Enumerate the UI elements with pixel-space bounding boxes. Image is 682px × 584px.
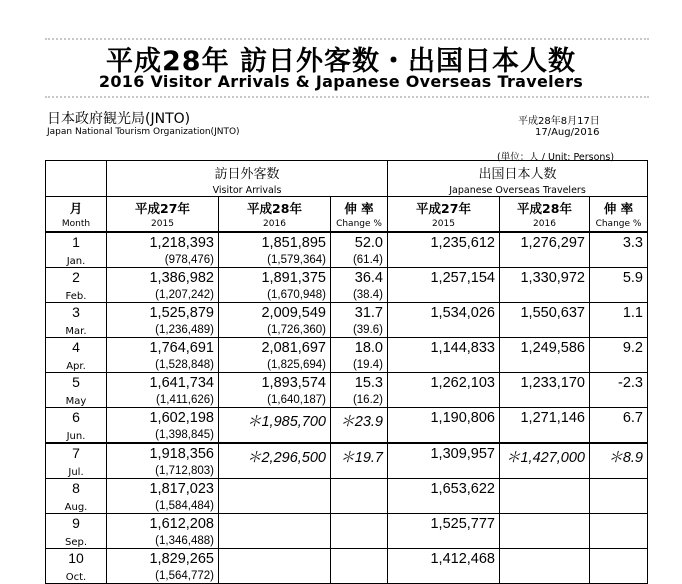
arrivals-2016-cell-prev-text: (1,825,694)	[267, 359, 326, 371]
month-cell-text: 4	[72, 339, 80, 355]
col-header-departures-2016: 平成28年 2016	[500, 197, 590, 233]
departures-2016-cell-text: 1,249,586	[520, 340, 585, 356]
departures-change-cell	[590, 549, 648, 584]
month-cell-text: 3	[72, 304, 80, 320]
month-cell-text: Jul.	[68, 467, 84, 478]
departures-2016-cell-text: 1,276,297	[520, 235, 585, 251]
departures-change-cell	[590, 443, 648, 479]
arrivals-change-cell	[331, 338, 388, 373]
page-title: 平成28年 訪日外客数・出国日本人数	[106, 46, 576, 77]
departures-2016-cell-text: 1,550,637	[520, 305, 585, 321]
month-cell-text: Aug.	[64, 502, 88, 513]
month-cell	[46, 338, 107, 373]
arrivals-2016-cell-text: 2,009,549	[261, 305, 326, 321]
departures-change-cell-text: 6.7	[622, 410, 643, 426]
arrivals-2015-cell-text: 1,386,982	[149, 270, 214, 286]
month-cell-text: 2	[72, 269, 80, 285]
arrivals-2015-cell-prev-text: (1,528,848)	[155, 359, 214, 371]
month-cell	[46, 232, 107, 268]
month-cell	[46, 408, 107, 444]
departures-change-cell-text: 1.1	[622, 305, 643, 321]
arrivals-2015-cell-text: 1,817,023	[149, 481, 214, 497]
unit-note: (単位：人 / Unit: Persons)	[497, 152, 615, 163]
arrivals-2015-cell-text: 1,764,691	[149, 340, 214, 356]
departures-2015-cell	[388, 408, 500, 444]
table-row	[46, 549, 648, 584]
statistics-table	[45, 160, 648, 584]
arrivals-change-cell-text: 15.3	[354, 375, 383, 391]
departures-2016-cell	[500, 268, 590, 303]
table-row	[46, 514, 648, 549]
departures-2016-cell	[500, 479, 590, 514]
departures-2015-cell	[388, 514, 500, 549]
month-cell-text: Mar.	[65, 326, 87, 337]
departures-change-cell-text: -2.3	[618, 375, 643, 391]
departures-2015-cell	[388, 549, 500, 584]
arrivals-2016-cell	[219, 408, 331, 444]
month-cell-text: 10	[68, 550, 84, 566]
departures-2016-cell-text: ＊1,427,000	[505, 450, 585, 466]
arrivals-2015-cell	[107, 232, 219, 268]
arrivals-change-cell-text: 31.7	[354, 305, 383, 321]
arrivals-change-cell	[331, 514, 388, 549]
arrivals-change-cell-prev-text: (19.4)	[352, 359, 383, 371]
arrivals-2015-cell-text: 1,525,879	[149, 305, 214, 321]
month-cell-text: 7	[72, 445, 80, 461]
arrivals-2015-cell	[107, 303, 219, 338]
arrivals-change-cell	[331, 549, 388, 584]
arrivals-change-cell-prev-text: (16.2)	[352, 394, 383, 406]
month-cell-text: Jun.	[66, 431, 86, 442]
arrivals-2015-cell-prev-text: (1,346,488)	[155, 535, 214, 547]
arrivals-2016-cell	[219, 443, 331, 479]
arrivals-2015-cell	[107, 268, 219, 303]
organization-name: 日本政府観光局(JNTO)	[47, 111, 191, 127]
arrivals-change-cell	[331, 479, 388, 514]
arrivals-2016-cell-prev-text: (1,579,364)	[267, 254, 326, 266]
departures-2016-cell-text: 1,330,972	[520, 270, 585, 286]
arrivals-2016-cell	[219, 373, 331, 408]
col-header-arrivals-2016: 平成28年 2016	[219, 197, 331, 233]
arrivals-2016-cell-text: ＊1,985,700	[246, 414, 326, 430]
arrivals-2016-cell-text: 1,891,375	[261, 270, 326, 286]
arrivals-change-cell	[331, 268, 388, 303]
departures-2015-cell-text: 1,653,622	[430, 481, 495, 497]
arrivals-2015-cell-text: 1,612,208	[149, 516, 214, 532]
month-cell	[46, 443, 107, 479]
col-header-month: 月 Month	[46, 197, 107, 233]
arrivals-2015-cell	[107, 338, 219, 373]
arrivals-2016-cell-prev-text: (1,726,360)	[267, 324, 326, 336]
arrivals-2016-cell	[219, 232, 331, 268]
arrivals-2015-cell-prev-text: (1,411,626)	[156, 394, 214, 406]
departures-2015-cell-text: 1,412,468	[430, 551, 495, 567]
departures-change-cell	[590, 479, 648, 514]
table-row	[46, 268, 648, 303]
col-header-arrivals-change: 伸 率 Change %	[331, 197, 388, 233]
departures-2016-cell	[500, 303, 590, 338]
arrivals-2016-cell-prev-text: (1,670,948)	[267, 289, 326, 301]
month-cell-text: 5	[72, 374, 80, 390]
publish-date: 平成28年8月17日	[518, 116, 600, 127]
arrivals-2015-cell-text: 1,641,734	[149, 375, 214, 391]
month-cell-text: Oct.	[65, 572, 87, 583]
departures-2015-cell-text: 1,235,612	[430, 235, 495, 251]
table-row	[46, 232, 648, 268]
page-subtitle: 2016 Visitor Arrivals & Japanese Overseas Travelers	[98, 72, 584, 91]
departures-2016-cell	[500, 373, 590, 408]
departures-change-cell	[590, 408, 648, 444]
arrivals-2015-cell-text: 1,918,356	[149, 446, 214, 462]
departures-2015-cell	[388, 303, 500, 338]
arrivals-2015-cell	[107, 514, 219, 549]
arrivals-change-cell-prev-text: (38.4)	[352, 289, 383, 301]
arrivals-change-cell	[331, 232, 388, 268]
month-cell	[46, 479, 107, 514]
departures-2015-cell-text: 1,144,833	[430, 340, 495, 356]
month-cell	[46, 268, 107, 303]
group-header-arrivals: 訪日外客数 Visitor Arrivals	[107, 161, 388, 197]
table-row	[46, 443, 648, 479]
departures-change-cell-text: 5.9	[622, 270, 643, 286]
departures-2015-cell-text: 1,525,777	[430, 516, 495, 532]
arrivals-2016-cell	[219, 479, 331, 514]
table-row	[46, 408, 648, 444]
arrivals-change-cell-prev-text: (39.6)	[352, 324, 383, 336]
departures-2015-cell	[388, 373, 500, 408]
arrivals-change-cell	[331, 408, 388, 444]
arrivals-change-cell-text: 36.4	[354, 270, 383, 286]
table-row	[46, 373, 648, 408]
departures-2016-cell	[500, 514, 590, 549]
month-cell	[46, 373, 107, 408]
departures-change-cell	[590, 303, 648, 338]
month-cell	[46, 514, 107, 549]
departures-2015-cell-text: 1,534,026	[430, 305, 495, 321]
arrivals-2015-cell-text: 1,602,198	[149, 410, 214, 426]
month-cell-text: Sep.	[64, 537, 88, 548]
departures-2015-cell	[388, 479, 500, 514]
month-cell-text: 9	[72, 515, 80, 531]
arrivals-2016-cell-text: 1,893,574	[261, 375, 326, 391]
departures-2015-cell	[388, 268, 500, 303]
departures-2016-cell	[500, 549, 590, 584]
departures-change-cell	[590, 514, 648, 549]
arrivals-2016-cell-text: 2,081,697	[261, 340, 326, 356]
arrivals-2015-cell-prev-text: (1,398,845)	[155, 429, 214, 441]
table-row	[46, 479, 648, 514]
table-row	[46, 338, 648, 373]
corner-cell	[46, 161, 107, 197]
departures-2016-cell	[500, 408, 590, 444]
arrivals-2016-cell-text: ＊2,296,500	[246, 450, 326, 466]
month-cell	[46, 303, 107, 338]
departures-2016-cell-text: 1,233,170	[520, 375, 585, 391]
month-cell	[46, 549, 107, 584]
arrivals-2015-cell-prev-text: (978,476)	[164, 254, 214, 266]
arrivals-2015-cell-prev-text: (1,236,489)	[155, 324, 214, 336]
departures-2016-cell	[500, 338, 590, 373]
arrivals-change-cell-prev-text: (61.4)	[352, 254, 383, 266]
month-cell-text: 6	[72, 409, 80, 425]
month-cell-text: Feb.	[65, 291, 87, 302]
arrivals-2015-cell	[107, 549, 219, 584]
arrivals-2015-cell-prev-text: (1,584,484)	[155, 500, 214, 512]
month-cell-text: 8	[72, 480, 80, 496]
arrivals-2015-cell	[107, 373, 219, 408]
organization-name-en: Japan National Tourism Organization(JNTO)	[47, 127, 240, 137]
arrivals-2016-cell	[219, 338, 331, 373]
arrivals-change-cell	[331, 443, 388, 479]
group-header-departures: 出国日本人数 Japanese Overseas Travelers	[388, 161, 648, 197]
month-cell-text: Jan.	[66, 256, 86, 267]
arrivals-change-cell-text: 18.0	[354, 340, 383, 356]
arrivals-change-cell	[331, 303, 388, 338]
col-header-departures-2015: 平成27年 2015	[388, 197, 500, 233]
departures-2015-cell-text: 1,309,957	[430, 446, 495, 462]
month-cell-text: Apr.	[66, 361, 86, 372]
arrivals-2016-cell-prev-text: (1,640,187)	[267, 394, 326, 406]
arrivals-2016-cell	[219, 303, 331, 338]
departures-change-cell-text: 3.3	[622, 235, 643, 251]
col-header-departures-change: 伸 率 Change %	[590, 197, 648, 233]
departures-2015-cell	[388, 443, 500, 479]
arrivals-change-cell-text: 52.0	[354, 235, 383, 251]
arrivals-2015-cell	[107, 408, 219, 444]
month-cell-text: 1	[72, 234, 80, 250]
departures-2015-cell	[388, 338, 500, 373]
arrivals-2015-cell-text: 1,829,265	[149, 551, 214, 567]
departures-change-cell	[590, 338, 648, 373]
departures-2016-cell	[500, 443, 590, 479]
arrivals-2015-cell-prev-text: (1,712,803)	[155, 465, 214, 477]
table-row	[46, 303, 648, 338]
departures-2015-cell-text: 1,262,103	[430, 375, 495, 391]
arrivals-2016-cell	[219, 549, 331, 584]
arrivals-2016-cell	[219, 268, 331, 303]
departures-2016-cell	[500, 232, 590, 268]
arrivals-2015-cell	[107, 479, 219, 514]
arrivals-2015-cell-prev-text: (1,564,772)	[155, 570, 214, 582]
arrivals-change-cell-text: ＊23.9	[340, 414, 383, 430]
arrivals-2016-cell	[219, 514, 331, 549]
departures-change-cell-text: 9.2	[622, 340, 643, 356]
departures-change-cell	[590, 268, 648, 303]
arrivals-2015-cell	[107, 443, 219, 479]
departures-change-cell-text: ＊8.9	[608, 450, 643, 466]
arrivals-2016-cell-text: 1,851,895	[261, 235, 326, 251]
month-cell-text: May	[65, 396, 87, 407]
arrivals-change-cell-text: ＊19.7	[340, 450, 383, 466]
publish-date-en: 17/Aug/2016	[535, 127, 600, 138]
departures-change-cell	[590, 232, 648, 268]
col-header-arrivals-2015: 平成27年 2015	[107, 197, 219, 233]
departures-change-cell	[590, 373, 648, 408]
departures-2015-cell	[388, 232, 500, 268]
departures-2015-cell-text: 1,190,806	[430, 410, 495, 426]
departures-2016-cell-text: 1,271,146	[520, 410, 585, 426]
arrivals-2015-cell-prev-text: (1,207,242)	[155, 289, 214, 301]
departures-2015-cell-text: 1,257,154	[430, 270, 495, 286]
arrivals-change-cell	[331, 373, 388, 408]
arrivals-2015-cell-text: 1,218,393	[149, 235, 214, 251]
